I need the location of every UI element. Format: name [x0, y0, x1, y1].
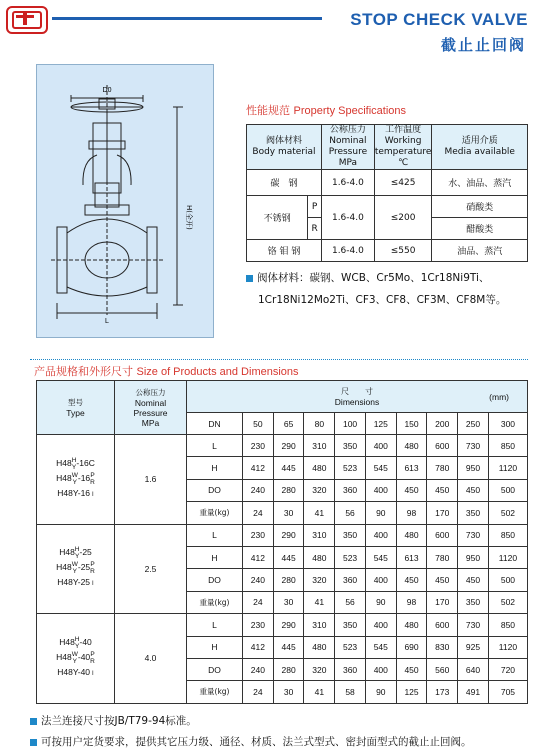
dim-value-cell: 600 — [427, 524, 458, 546]
dim-value-cell: 240 — [243, 658, 274, 680]
dim-value-cell: 280 — [273, 479, 304, 501]
type-cell: H48H Y-40 H48W Y-40P R H48Y-40 I — [37, 614, 115, 704]
dim-value-cell: 1120 — [488, 636, 527, 658]
dim-value-cell: 720 — [488, 658, 527, 680]
dim-value-cell: 30 — [273, 502, 304, 524]
dim-value-cell: 950 — [458, 457, 489, 479]
dim-value-cell: 491 — [458, 681, 489, 703]
dim-value-cell: 730 — [458, 435, 489, 457]
bullet-square-icon — [30, 718, 37, 725]
dim-value-cell: 24 — [243, 502, 274, 524]
page-title-cn: 截止止回阀 — [440, 36, 526, 54]
dim-value-cell: 41 — [304, 502, 335, 524]
dim-value-cell: 780 — [427, 457, 458, 479]
dim-label-cell: DO — [187, 479, 243, 501]
dim-value-cell: 41 — [304, 681, 335, 703]
hdr-dimensions: 尺 寸 Dimensions (mm) — [187, 381, 528, 413]
dim-value-cell: 450 — [458, 479, 489, 501]
dim-value-cell: 240 — [243, 569, 274, 591]
dim-value-cell: 690 — [396, 636, 427, 658]
header-rule — [52, 17, 322, 20]
dim-value-cell: 640 — [458, 658, 489, 680]
dim-value-cell: 560 — [427, 658, 458, 680]
dim-value-cell: 950 — [458, 546, 489, 568]
note-2: 可按用户定货要求，提供其它压力级、通径、材质、法兰式型式、密封面型式的截止止回阀。 — [30, 734, 472, 749]
table-row: 铬 钼 钢 1.6-4.0 ≤550 油品、蒸汽 — [247, 240, 528, 262]
type-cell: H48H Y-25 H48W Y-25P R H48Y-25 I — [37, 524, 115, 614]
dim-value-cell: 230 — [243, 614, 274, 636]
dim-label-cell: 重量(kg) — [187, 591, 243, 613]
table-row: 碳 钢 1.6-4.0 ≤425 水、油品、蒸汽 — [247, 170, 528, 196]
dim-value-cell: 600 — [427, 614, 458, 636]
hdr-temp: 工作温度 Working temperature ℃ — [374, 125, 432, 168]
dim-value-cell: 400 — [365, 524, 396, 546]
dim-value-cell: 450 — [396, 658, 427, 680]
dim-value-cell: 400 — [365, 479, 396, 501]
dim-value-cell: 500 — [488, 569, 527, 591]
dim-value-cell: 450 — [396, 569, 427, 591]
dim-value-cell: 850 — [488, 614, 527, 636]
dim-label-cell: L — [187, 524, 243, 546]
property-title-en: Property Specifications — [293, 105, 406, 117]
dim-value-cell: 125 — [396, 681, 427, 703]
dim-value-cell: 58 — [335, 681, 366, 703]
dim-value-cell: 613 — [396, 457, 427, 479]
pressure-cell: 2.5 — [115, 524, 187, 614]
valve-drawing — [36, 64, 214, 338]
dim-value-cell: 41 — [304, 591, 335, 613]
hdr-body-material: 阀体材料 Body material — [247, 125, 322, 170]
dim-value-cell: 230 — [243, 435, 274, 457]
dim-value-cell: 480 — [304, 546, 335, 568]
property-title-cn: 性能规范 — [246, 104, 290, 117]
property-table — [246, 124, 528, 262]
dim-label-cell: H — [187, 457, 243, 479]
dim-value-cell: 1120 — [488, 546, 527, 568]
dim-value-cell: 705 — [488, 681, 527, 703]
pressure-cell: 1.6 — [115, 435, 187, 525]
body-material-line2: 1Cr18Ni12Mo2Ti、CF3、CF8、CF3M、CF8M等。 — [258, 294, 507, 306]
dim-value-cell: 350 — [335, 614, 366, 636]
dim-value-cell: 24 — [243, 681, 274, 703]
dim-value-cell: 730 — [458, 614, 489, 636]
dim-value-cell: 500 — [488, 479, 527, 501]
dim-value-cell: 523 — [335, 457, 366, 479]
dim-value-cell: 310 — [304, 524, 335, 546]
dim-value-cell: 400 — [365, 658, 396, 680]
dim-label-cell: L — [187, 614, 243, 636]
dim-value-cell: 450 — [427, 479, 458, 501]
dim-value-cell: 480 — [396, 524, 427, 546]
dim-value-cell: 730 — [458, 524, 489, 546]
table-row — [37, 614, 528, 636]
hdr-pressure: 公称压力 Nominal Pressure MPa — [321, 125, 374, 170]
dim-value-cell: 613 — [396, 546, 427, 568]
dim-value-cell: 240 — [243, 479, 274, 501]
dim-value-cell: 90 — [365, 591, 396, 613]
dim-value-cell: 98 — [396, 502, 427, 524]
body-material-line1: 阀体材料：碳钢、WCB、Cr5Mo、1Cr18Ni9Ti、 — [246, 270, 489, 285]
dim-value-cell: 545 — [365, 636, 396, 658]
dim-label-cell: 重量(kg) — [187, 681, 243, 703]
label-d0: D0 — [102, 87, 112, 94]
dim-value-cell: 400 — [365, 614, 396, 636]
hdr-media: 适用介质 Media available — [432, 125, 528, 170]
dimensions-table — [36, 380, 528, 704]
dim-value-cell: 350 — [335, 435, 366, 457]
dim-value-cell: 290 — [273, 524, 304, 546]
dim-value-cell: 445 — [273, 636, 304, 658]
property-header-row — [247, 125, 528, 170]
dim-value-cell: 445 — [273, 457, 304, 479]
dim-value-cell: 30 — [273, 681, 304, 703]
dim-value-cell: 360 — [335, 479, 366, 501]
table-row — [37, 524, 528, 546]
dim-value-cell: 450 — [427, 569, 458, 591]
dim-value-cell: 310 — [304, 614, 335, 636]
dim-title-en: Size of Products and Dimensions — [136, 366, 299, 378]
dim-value-cell: 90 — [365, 681, 396, 703]
page-title-en: STOP CHECK VALVE — [350, 10, 528, 29]
dim-value-cell: 360 — [335, 658, 366, 680]
dim-value-cell: 412 — [243, 636, 274, 658]
table-row: R 醋酸类 — [247, 218, 528, 240]
dim-value-cell: 310 — [304, 435, 335, 457]
dim-value-cell: 290 — [273, 435, 304, 457]
dim-header-row — [37, 381, 528, 413]
dim-value-cell: 290 — [273, 614, 304, 636]
dim-value-cell: 600 — [427, 435, 458, 457]
note-1: 法兰连接尺寸按JB/T79-94标准。 — [30, 713, 197, 728]
dim-value-cell: 412 — [243, 457, 274, 479]
unit-mm: (mm) — [489, 392, 509, 402]
property-section-title — [246, 102, 406, 118]
dim-value-cell: 480 — [396, 614, 427, 636]
dim-value-cell: 1120 — [488, 457, 527, 479]
dim-value-cell: 480 — [396, 435, 427, 457]
dim-value-cell: 445 — [273, 546, 304, 568]
dim-value-cell: 30 — [273, 591, 304, 613]
dim-value-cell: 502 — [488, 502, 527, 524]
dim-value-cell: 523 — [335, 546, 366, 568]
dim-value-cell: 350 — [335, 524, 366, 546]
dim-value-cell: 173 — [427, 681, 458, 703]
bullet-square-icon — [246, 275, 253, 282]
dim-value-cell: 480 — [304, 457, 335, 479]
dim-value-cell: 350 — [458, 502, 489, 524]
dim-value-cell: 412 — [243, 546, 274, 568]
dim-value-cell: 170 — [427, 502, 458, 524]
dim-value-cell: 350 — [458, 591, 489, 613]
hdr-type: 型号 Type — [37, 381, 115, 435]
dim-value-cell: 502 — [488, 591, 527, 613]
pressure-cell: 4.0 — [115, 614, 187, 704]
dim-value-cell: 523 — [335, 636, 366, 658]
dim-value-cell: 450 — [396, 479, 427, 501]
label-h: H(全开) — [185, 205, 193, 230]
dim-value-cell: 545 — [365, 457, 396, 479]
dim-label-cell: L — [187, 435, 243, 457]
dim-value-cell: 320 — [304, 479, 335, 501]
dim-title-cn: 产品规格和外形尺寸 — [34, 365, 133, 378]
dim-label-cell: DO — [187, 569, 243, 591]
dim-value-cell: 400 — [365, 435, 396, 457]
dim-value-cell: 850 — [488, 435, 527, 457]
dim-value-cell: 98 — [396, 591, 427, 613]
dim-label-cell: H — [187, 636, 243, 658]
company-logo-icon — [6, 6, 48, 34]
dn-row: DN 50 65 80 100 125 150 200 250 300 — [37, 413, 528, 435]
dim-value-cell: 360 — [335, 569, 366, 591]
section-divider — [30, 359, 528, 360]
dim-value-cell: 480 — [304, 636, 335, 658]
dim-label-cell: DO — [187, 658, 243, 680]
dim-value-cell: 56 — [335, 591, 366, 613]
label-l: L — [105, 318, 109, 325]
dim-value-cell: 280 — [273, 658, 304, 680]
bullet-square-icon — [30, 739, 37, 746]
table-row: 不锈钢 P 1.6-4.0 ≤200 硝酸类 — [247, 196, 528, 218]
hdr-pressure: 公称压力 Nominal Pressure MPa — [115, 381, 187, 435]
dim-value-cell: 780 — [427, 546, 458, 568]
dim-label-cell: H — [187, 546, 243, 568]
dim-value-cell: 280 — [273, 569, 304, 591]
dimensions-section-title — [34, 363, 299, 379]
dim-value-cell: 400 — [365, 569, 396, 591]
dim-value-cell: 545 — [365, 546, 396, 568]
dim-label-cell: 重量(kg) — [187, 502, 243, 524]
dim-value-cell: 56 — [335, 502, 366, 524]
dim-value-cell: 320 — [304, 658, 335, 680]
dim-value-cell: 925 — [458, 636, 489, 658]
table-row — [37, 435, 528, 457]
dim-value-cell: 450 — [458, 569, 489, 591]
dim-value-cell: 320 — [304, 569, 335, 591]
dim-value-cell: 830 — [427, 636, 458, 658]
type-cell: H48H Y-16C H48W Y-16P R H48Y-16 I — [37, 435, 115, 525]
valve-drawing-svg — [37, 65, 213, 337]
dim-value-cell: 850 — [488, 524, 527, 546]
dim-value-cell: 90 — [365, 502, 396, 524]
dim-value-cell: 24 — [243, 591, 274, 613]
dim-value-cell: 170 — [427, 591, 458, 613]
dim-value-cell: 230 — [243, 524, 274, 546]
